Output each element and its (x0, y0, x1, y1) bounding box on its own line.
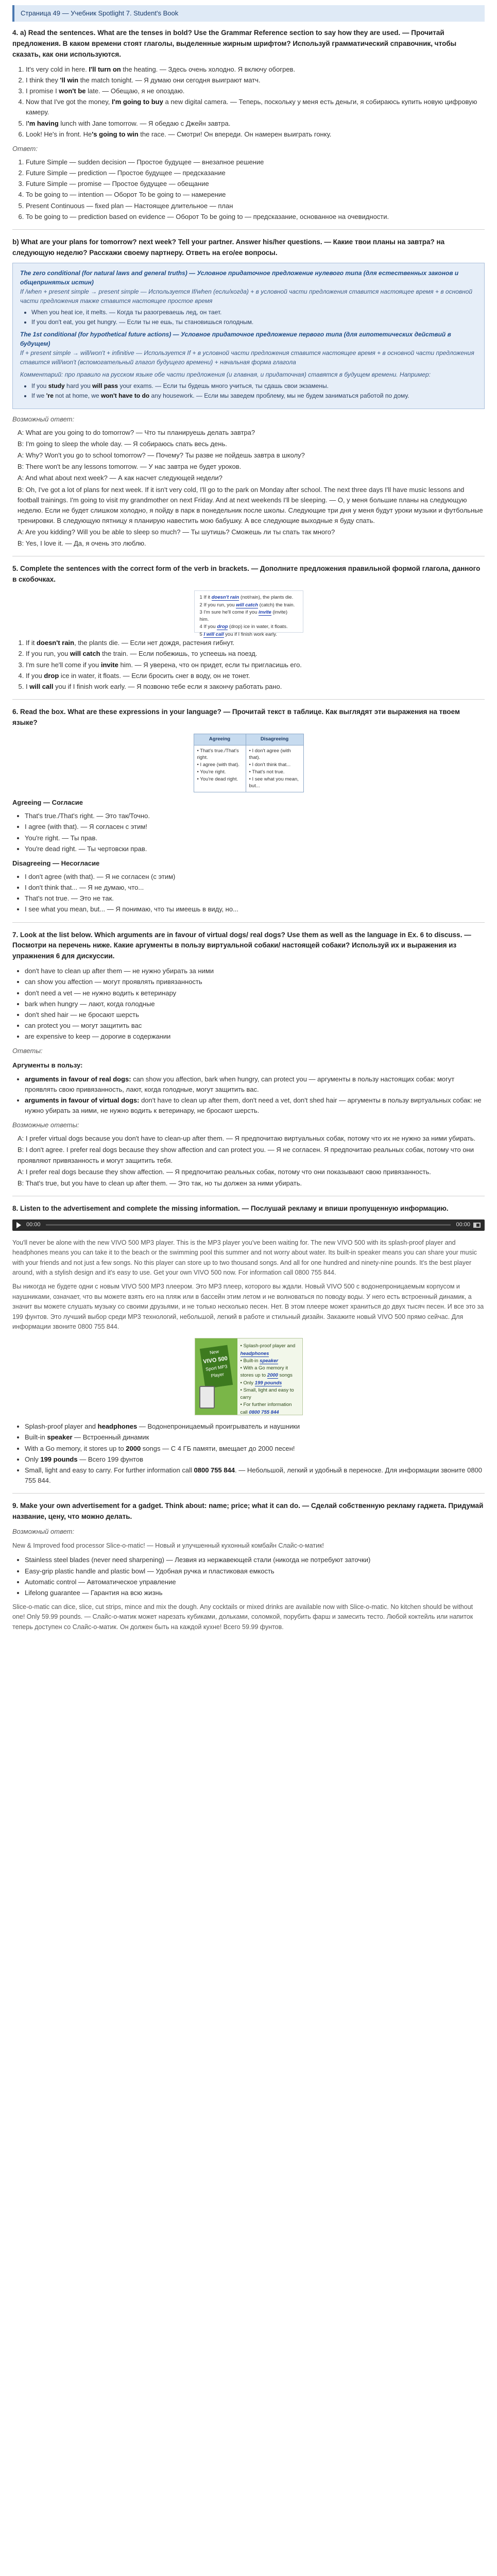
exercise-question: 6. Read the box. What are these expressions in your language? — Прочитай текст в таблице. Как выглядят эти выражения на твоем языке? (12, 707, 460, 726)
bold-text: 'll win (60, 76, 79, 84)
text: can show you affection, bark when hungry, can protect you — аргументы в пользу настоящих собак: могут проявлять свою привязанность, лают, когда голодные, могут защитить вас. (25, 1075, 455, 1093)
text: ice in water, it floats. — Если бросить снег в воду, он не тонет. (59, 671, 250, 680)
text: For further information call (240, 1402, 292, 1415)
divider (12, 922, 485, 923)
example-item: • When you heat ice, it melts. — Когда ты разогреваешь лед, он тает. (31, 308, 477, 317)
example-item (31, 391, 477, 400)
example-item (31, 381, 477, 391)
text: Only (25, 1455, 41, 1463)
handwritten-answer: speaker (260, 1358, 279, 1364)
bold-text: arguments in favour of virtual dogs: (25, 1096, 140, 1104)
phrase-item: • I don't think that... — Я не думаю, что... (25, 883, 485, 893)
bold-text: headphones (97, 1422, 138, 1431)
bold-text: I'll turn on (89, 65, 121, 73)
ad-line: • Only 199 pounds (240, 1380, 282, 1386)
bold-text: arguments in favour of real dogs: (25, 1075, 131, 1083)
feature-list (25, 1555, 485, 1598)
section-heading: Аргументы в пользу: (12, 1061, 83, 1070)
answer-item (25, 1095, 485, 1116)
ad-line: • For further information call 0800 755 844 (240, 1402, 292, 1415)
argument-item: • can show you affection — могут проявлять привязанность (25, 977, 485, 987)
handwritten-answer: drop (217, 624, 228, 630)
figure (12, 590, 485, 637)
sentence-item (26, 86, 485, 96)
bold-text: won't have to do (100, 392, 150, 399)
text: If it (203, 595, 212, 601)
answer-item (26, 660, 485, 670)
dialog-line: A: Are you kidding? Will you be able to sleep so much? — Ты шутишь? Сможешь ли ты спать так много? (18, 528, 335, 536)
text: any housework. — Если мы заведем проблему, мы не будем заниматься работой по дому. (149, 392, 409, 399)
bold-text: 'm having (27, 119, 59, 127)
phrase-item: • That's not true. — Это не так. (25, 893, 485, 904)
text: If you run, you (26, 650, 70, 658)
bold-text: won't be (59, 87, 86, 95)
text: you if I finish work early. — Я позвоню тебе если я закончу работать рано. (53, 682, 282, 690)
exercise-question: 7. Look at the list below. Which arguments are in favour of virtual dogs/ real dogs? Use them as well as the language in Ex. 6 to discuss. — Посмотри на перечень ниже. Какие аргументы в пользу виртуальной собаки/ настоящей собаки? Используй их и выражения из упражнения 6 для дискуссии. (12, 930, 471, 960)
text: the train. — Если побежишь, то успеешь на поезд. (100, 650, 258, 658)
bold-text: will catch (70, 650, 100, 658)
exercise-6 (12, 707, 485, 915)
line-number: 1 (199, 595, 202, 601)
bold-text: I'm going to buy (112, 98, 163, 106)
sentence-item (26, 129, 485, 140)
answer-list (25, 1421, 485, 1486)
feature-item: • Stainless steel blades (never need sharpening) — Лезвия из нержавеющей стали (никогда не потребуют заточки) (25, 1555, 485, 1565)
answer-item (26, 671, 485, 681)
dialog-line: B: Oh, I've got a lot of plans for next week. If it isn't very cold, I'll go to the park on Monday after school. The next three days I'll have music lessons and football trainings. I'm going to visit my grandmother on next Friday. And at next weekends I'll be sleeping. — О, у меня большие планы на следующую неделю. Если не будет слишком холодно, я пойду в парк в понедельник после школы. Следующие три дня у меня будут уроки музыки и футбольные тренировки. В следующую пятницу я планирую навестить мою бабушку. А все следующие выходные я буду спать. (18, 485, 483, 524)
sentence-item (26, 75, 485, 86)
grammar-rule: If + present simple → will/won't + infinitive — Используется If + в условной части предложения ставится настоящее время + в основной части предложения ставится will/won't (вспомогательный глагол будущего времени) + начальная форма глагола (20, 349, 474, 366)
text: lunch with Jane tomorrow. — Я обедаю с Джейн завтра. (58, 119, 231, 127)
text: songs — С 4 ГБ памяти, вмещает до 2000 песен! (141, 1444, 295, 1452)
feature-item: • Easy-grip plastic handle and plastic bowl — Удобная ручка и пластиковая емкость (25, 1566, 485, 1577)
answer-label: Возможные ответы: (12, 1121, 79, 1129)
handwritten-answer: doesn't rain (211, 595, 239, 601)
play-icon[interactable] (16, 1222, 21, 1228)
argument-item: • bark when hungry — лают, когда голодные (25, 999, 485, 1009)
dialog-line: A: And what about next week? — А как насчет следующей недели? (18, 474, 222, 482)
phrase-list (25, 811, 485, 854)
answer-item (25, 1421, 485, 1432)
dialog-line: B: I'm going to sleep the whole day. — Я собираюсь спать весь день. (18, 440, 227, 448)
card-line (200, 594, 298, 601)
phrase: • That's true./That's right. (197, 748, 239, 761)
text: . — Небольшой, легкий и удобный в переноске. Для информации звоните 0800 755 844. (25, 1466, 483, 1484)
answer-item (25, 1454, 485, 1465)
answer-item (26, 649, 485, 659)
dialog-line: A: I prefer virtual dogs because you don't have to clean-up after them. — Я предпочитаю виртуальных собак, потому что их не нужно за ними убирать. (18, 1134, 476, 1143)
mp3-player-icon (199, 1386, 215, 1409)
dialog-list (18, 1133, 485, 1189)
ad-box-name: VIVO 500 (202, 1355, 228, 1365)
exercise-4b (12, 237, 485, 549)
bold-text: 2000 (126, 1444, 141, 1452)
grammar-examples (31, 308, 477, 327)
answer-item: 3. Future Simple — promise — Простое будущее — обещание (26, 179, 485, 189)
text: him. — Я уверена, что он придет, если ты пригласишь его. (118, 660, 302, 669)
text: don't have to clean up after them, don't need a vet, don't shed hair — аргументы в пользу виртуальных собак: не нужно убирать за ними, не нужно водить к ветеринару, не бросают шерсть. (25, 1096, 482, 1114)
ad-box-sub: Sport MP3 Player (205, 1364, 228, 1379)
handwritten-answer: invite (259, 609, 271, 615)
exercise-question: 4. a) Read the sentences. What are the tenses in bold? Use the Grammar Reference section to say how they are used. — Прочитай предложения. В каком времени стоят глаголы, выделенные жирным шрифтом? Используй грамматический справочник, чтобы сказать, как они используются. (12, 29, 457, 58)
ad-line: • Small, light and easy to carry (240, 1387, 294, 1400)
ad-product-box (199, 1345, 232, 1389)
transcript-ru: Вы никогда не будете одни с новым VIVO 500 MP3 плеером. Это MP3 плеер, которого вы ждали. Новый VIVO 500 с водонепроницаемым корпусом и наушниками, означает, что вы можете взять его на пляж или в бассейн этим летом и не волноваться по поводу воды. У него есть встроенный динамик, а значит вы можете слушать музыку со своими друзьями, и не только несколько песен. Нет. В этом плеере может храниться до двух тысяч песен. И все это за 199 фунтов. Это лучший выбор среди MP3 технологий, небольшой, легкий в работе и стильный дизайн. Закажите новый VIVO 500 прямо сейчас. Для информации звоните 0800 755 844. (12, 1283, 484, 1330)
answer-item (25, 1444, 485, 1454)
expressions-table (194, 734, 304, 792)
text: I (26, 119, 28, 127)
text: (drop) ice in water, it floats. (228, 624, 288, 630)
bold-text: 's going to win (92, 130, 139, 138)
phrase-item: • You're right. — Ты прав. (25, 833, 485, 843)
text: I'm sure he'll come if you (26, 660, 101, 669)
bold-text: 199 pounds (40, 1455, 78, 1463)
text: you if I finish work early. (224, 631, 277, 637)
exercise-5 (12, 564, 485, 692)
grammar-rule: If /when + present simple → present simple — Используется If/when (если/когда) + в условной части предложения ставится настоящее время + в основной части предложения также ставится настоящее простое время (20, 287, 473, 304)
text: your exams. — Если ты будешь много учиться, ты сдашь свои экзамены. (118, 382, 329, 389)
table-cell (246, 745, 303, 792)
page-header: Страница 49 — Учебник Spotlight 7. Student's Book (12, 5, 485, 22)
text: If you (31, 382, 48, 389)
phrase-item: • I see what you mean, but... — Я понимаю, что ты имеешь в виду, но... (25, 904, 485, 914)
exercise-8 (12, 1204, 485, 1486)
answer-item: 5. Present Continuous — fixed plan — Настоящее длительное — план (26, 201, 485, 211)
grammar-examples (31, 381, 477, 400)
sentence-item (26, 118, 485, 129)
feature-item: • Automatic control — Автоматическое управление (25, 1577, 485, 1587)
text: the heating. — Здесь очень холодно. Я включу обогрев. (121, 65, 296, 73)
sentence-item (26, 64, 485, 75)
text: (not/rain), the plants die. (239, 595, 294, 601)
exercise-9 (12, 1501, 485, 1632)
grammar-title: The zero conditional (for natural laws and general truths) — Условное придаточное предложение нулевого типа (для естественных законов и общепринятых истин) (20, 269, 459, 286)
phrase-list (25, 872, 485, 915)
answer-item (26, 682, 485, 692)
table-header: Agreeing (194, 734, 246, 745)
argument-item: • don't shed hair — не бросают шерсть (25, 1010, 485, 1020)
dialog-line: A: What are you going to do tomorrow? — Что ты планируешь делать завтра? (18, 428, 255, 436)
dialog-line: A: I prefer real dogs because they show affection. — Я предпочитаю реальных собак, потому что они показывают свою привязанность. (18, 1167, 431, 1176)
text: If you (203, 624, 217, 630)
dialog-line: A: Why? Won't you go to school tomorrow? — Почему? Ты разве не пойдешь завтра в школу? (18, 451, 305, 460)
text: Splash-proof player and (25, 1422, 98, 1431)
argument-item: • are expensive to keep — дорогие в содержании (25, 1031, 485, 1042)
exercise-7 (12, 930, 485, 1189)
answer-item (25, 1432, 485, 1443)
answer-label: Возможный ответ: (12, 415, 75, 423)
text: It's very cold in here. (26, 65, 89, 73)
grammar-box (12, 263, 485, 409)
ad-box-title: New (209, 1349, 219, 1355)
divider (12, 1493, 485, 1494)
card-line (200, 623, 298, 631)
ad-paragraph: Slice-o-matic can dice, slice, cut strips, mince and mix the dough. Any cocktails or mixed drinks are available now with Slice-o-matic. No kitchen should be without one! Only 59.99 pounds. — Слайс-о-матик может нарезать кубиками, дольками, соломкой, порубить фарш и замесить тесто. Любой коктейль или напиток теперь доступен со Слайс-о-матик. Он должен быть на каждой кухне! Всего 59.99 фунтов. (12, 1603, 473, 1631)
section-heading: Disagreeing — Несогласие (12, 859, 100, 867)
phrase: • I see what you mean, but... (249, 776, 299, 789)
text: late. — Обещаю, я не опоздаю. (85, 87, 185, 95)
text: I'm sure he'll come if you (203, 609, 259, 615)
dialog-line: B: Yes, I love it. — Да, я очень это люблю. (18, 539, 146, 548)
divider (12, 229, 485, 230)
card-line (200, 631, 298, 638)
text: hard you (64, 382, 93, 389)
text: Small, light and easy to carry. For further information call (25, 1466, 194, 1474)
answer-label: Ответ: (12, 144, 38, 152)
transcript-en: You'll never be alone with the new VIVO 500 MP3 player. This is the MP3 player you've been waiting for. The new VIVO 500 with its splash-proof player and headphones means you can take it to the beach or the swimming pool this summer and not worry about water. Its built-in speaker means you can share your music with your friends and not just a few songs. No this player can store up to two thousand songs. And all for one hundred and ninety-nine pounds. It's the best player around, with a stylish design and it's easy to use. Get your own VIVO 500 now. For information call 0800 755 844. (12, 1239, 477, 1276)
exercise-question: b) What are your plans for tomorrow? next week? Tell your partner. Answer his/her questions. — Какие твои планы на завтра? на следующую неделю? Расскажи своему партнеру. Ответь на его/ее вопросы. (12, 238, 445, 257)
dialog-line: B: There won't be any lessons tomorrow. — У нас завтра не будет уроков. (18, 463, 242, 471)
text: — Всего 199 фунтов (77, 1455, 143, 1463)
volume-icon[interactable] (473, 1223, 481, 1228)
advertisement-image (195, 1338, 303, 1415)
argument-item: • don't have to clean up after them — не нужно убирать за ними (25, 966, 485, 976)
handwritten-answer: 0800 755 844 (249, 1409, 279, 1415)
ad-visual (195, 1338, 237, 1415)
text: a new digital camera. — Теперь, поскольку у меня есть деньги, я собираюсь купить новую цифровую камеру. (26, 98, 477, 116)
text: — Водонепроницаемый проигрыватель и наушники (137, 1422, 300, 1431)
handwritten-answer: headphones (240, 1350, 269, 1357)
table-header: Disagreeing (246, 734, 303, 745)
answer-item: 4. To be going to — intention — Оборот To be going to — намерение (26, 190, 485, 200)
exercise-question: 8. Listen to the advertisement and complete the missing information. — Послушай рекламу и впиши пропущенную информацию. (12, 1204, 449, 1212)
text: If you run, you (203, 602, 236, 608)
feature-item: • Lifelong guarantee — Гарантия на всю жизнь (25, 1588, 485, 1598)
phrase: • That's not true. (249, 769, 285, 775)
divider (12, 699, 485, 700)
answer-list (26, 638, 485, 692)
phrase-item: • I agree (with that). — Я согласен с этим! (25, 822, 485, 832)
exercise-question: 5. Complete the sentences with the correct form of the verb in brackets. — Дополните предложения правильной формой глагола, данного в скобочках. (12, 565, 481, 584)
text: I think they (26, 76, 60, 84)
line-number: 2 (199, 602, 202, 608)
phrase: • You're dead right. (197, 776, 238, 782)
answer-item (26, 638, 485, 648)
dialog-list (18, 428, 485, 549)
ad-line: • With a Go memory it stores up to 2000 songs (240, 1365, 293, 1379)
time-current: 00:00 (26, 1222, 41, 1228)
answer-item: 2. Future Simple — prediction — Простое будущее — предсказание (26, 168, 485, 178)
phrase: • You're right. (197, 769, 226, 775)
text: songs (278, 1372, 293, 1379)
argument-list (25, 966, 485, 1042)
bold-text: 0800 755 844 (194, 1466, 235, 1474)
exercise-4a (12, 28, 485, 222)
handwritten-answer: 199 pounds (254, 1380, 282, 1386)
text: , the plants die. — Если нет дождя, растения гибнут. (74, 639, 235, 647)
ad-text (237, 1338, 302, 1415)
text: — Встроенный динамик (72, 1433, 149, 1442)
text: Built-in (25, 1433, 47, 1442)
section-heading: Agreeing — Согласие (12, 799, 83, 807)
sentence-list (26, 64, 485, 140)
bold-text: will call (29, 682, 54, 690)
figure (12, 734, 485, 792)
answer-item (25, 1074, 485, 1095)
text: Small, light and easy to carry (240, 1387, 294, 1400)
bold-text: study (48, 382, 65, 389)
text: If it (26, 639, 37, 647)
answer-list (25, 1074, 485, 1116)
text: the race. — Смотри! Он впереди. Он намерен выиграть гонку. (138, 130, 332, 138)
text: With a Go memory, it stores up to (25, 1444, 126, 1452)
handwritten-answer: will catch (236, 602, 259, 608)
text: Splash-proof player and (243, 1343, 296, 1349)
bold-text: invite (100, 660, 118, 669)
dialog-line: B: I don't agree. I prefer real dogs because they show affection and can protect you. — Я не согласен. Я предпочитаю реальных собак, потому что они проявляют привязанность и могут защитить тебя. (18, 1146, 474, 1164)
bold-text: speaker (47, 1433, 73, 1442)
handwritten-answer: I will call (203, 631, 224, 637)
answer-list (26, 157, 485, 222)
answer-label: Возможный ответ: (12, 1527, 75, 1535)
card-line (200, 602, 298, 609)
line-number: 4 (199, 624, 202, 630)
text: I promise I (26, 87, 59, 95)
text: With a Go memory it stores up to (240, 1365, 288, 1379)
answer-item (25, 1465, 485, 1486)
handwritten-answer: 2000 (267, 1372, 278, 1379)
example-item: • If you don't eat, you get hungry. — Если ты не ешь, ты становишься голодным. (31, 317, 477, 327)
progress-bar[interactable] (46, 1224, 451, 1226)
answer-item: 6. To be going to — prediction based on evidence — Оборот To be going to — предсказание, основанное на очевидности. (26, 212, 485, 222)
phrase-item: • I don't agree (with that). — Я не согласен (с этим) (25, 872, 485, 882)
text: (invite) him. (199, 609, 287, 622)
text: Only (243, 1380, 255, 1386)
text: If you (26, 671, 44, 680)
bold-text: will pass (92, 382, 118, 389)
exercise-question: 9. Make your own advertisement for a gadget. Think about: name; price; what it can do. — Сделай собственную рекламу гаджета. Придумай название, цену, что можно делать. (12, 1502, 484, 1521)
table-cell (194, 745, 246, 792)
line-number: 3 (199, 609, 202, 615)
dialog-line: B: That's true, but you have to clean up after them. — Это так, но ты должен за ними убирать. (18, 1179, 302, 1187)
text: (catch) the train. (258, 602, 295, 608)
text: Look! He's in front. He (26, 130, 92, 138)
text: I (26, 682, 30, 690)
argument-item: • don't need a vet — не нужно водить к ветеринару (25, 988, 485, 998)
text: the match tonight. — Я думаю они сегодня выиграют матч. (78, 76, 261, 84)
argument-item: • can protect you — могут защитить вас (25, 1021, 485, 1031)
audio-player (12, 1219, 485, 1231)
figure (12, 1338, 485, 1415)
text: If we (31, 392, 46, 399)
time-total: 00:00 (456, 1222, 470, 1228)
answer-label: Ответы: (12, 1047, 43, 1055)
text: not at home, we (53, 392, 101, 399)
phrase: • I don't agree (with that). (249, 748, 291, 761)
sentence-item (26, 97, 485, 117)
phrase-item: • You're dead right. — Ты чертовски прав. (25, 844, 485, 854)
ad-line: • Built-in speaker (240, 1358, 279, 1364)
answer-item: 1. Future Simple — sudden decision — Простое будущее — внезапное решение (26, 157, 485, 167)
line-number: 5 (199, 631, 202, 637)
phrase-item: • That's true./That's right. — Это так/Точно. (25, 811, 485, 821)
phrase: • I don't think that... (249, 762, 291, 768)
phrase: • I agree (with that). (197, 762, 240, 768)
bold-text: 're (46, 392, 54, 399)
bold-text: drop (44, 671, 59, 680)
grammar-title: The 1st conditional (for hypothetical future actions) — Условное придаточное предложение первого типа (для гипотетических действий в будущем) (20, 330, 451, 347)
ad-intro: New & Improved food processor Slice-o-matic! — Новый и улучшенный кухонный комбайн Слайс-о-матик! (12, 1542, 324, 1550)
grammar-comment: Комментарий: про правило на русском языке обе части предложения (и главная, и придаточная) ставятся в будущем времени. Например: (20, 370, 431, 378)
text: Built-in (243, 1358, 260, 1364)
bold-text: doesn't rain (36, 639, 75, 647)
exercise-image (194, 590, 303, 637)
text: Now that I've got the money, (26, 98, 112, 106)
card-line (200, 609, 298, 624)
ad-line: • Splash-proof player and headphones (240, 1343, 296, 1357)
